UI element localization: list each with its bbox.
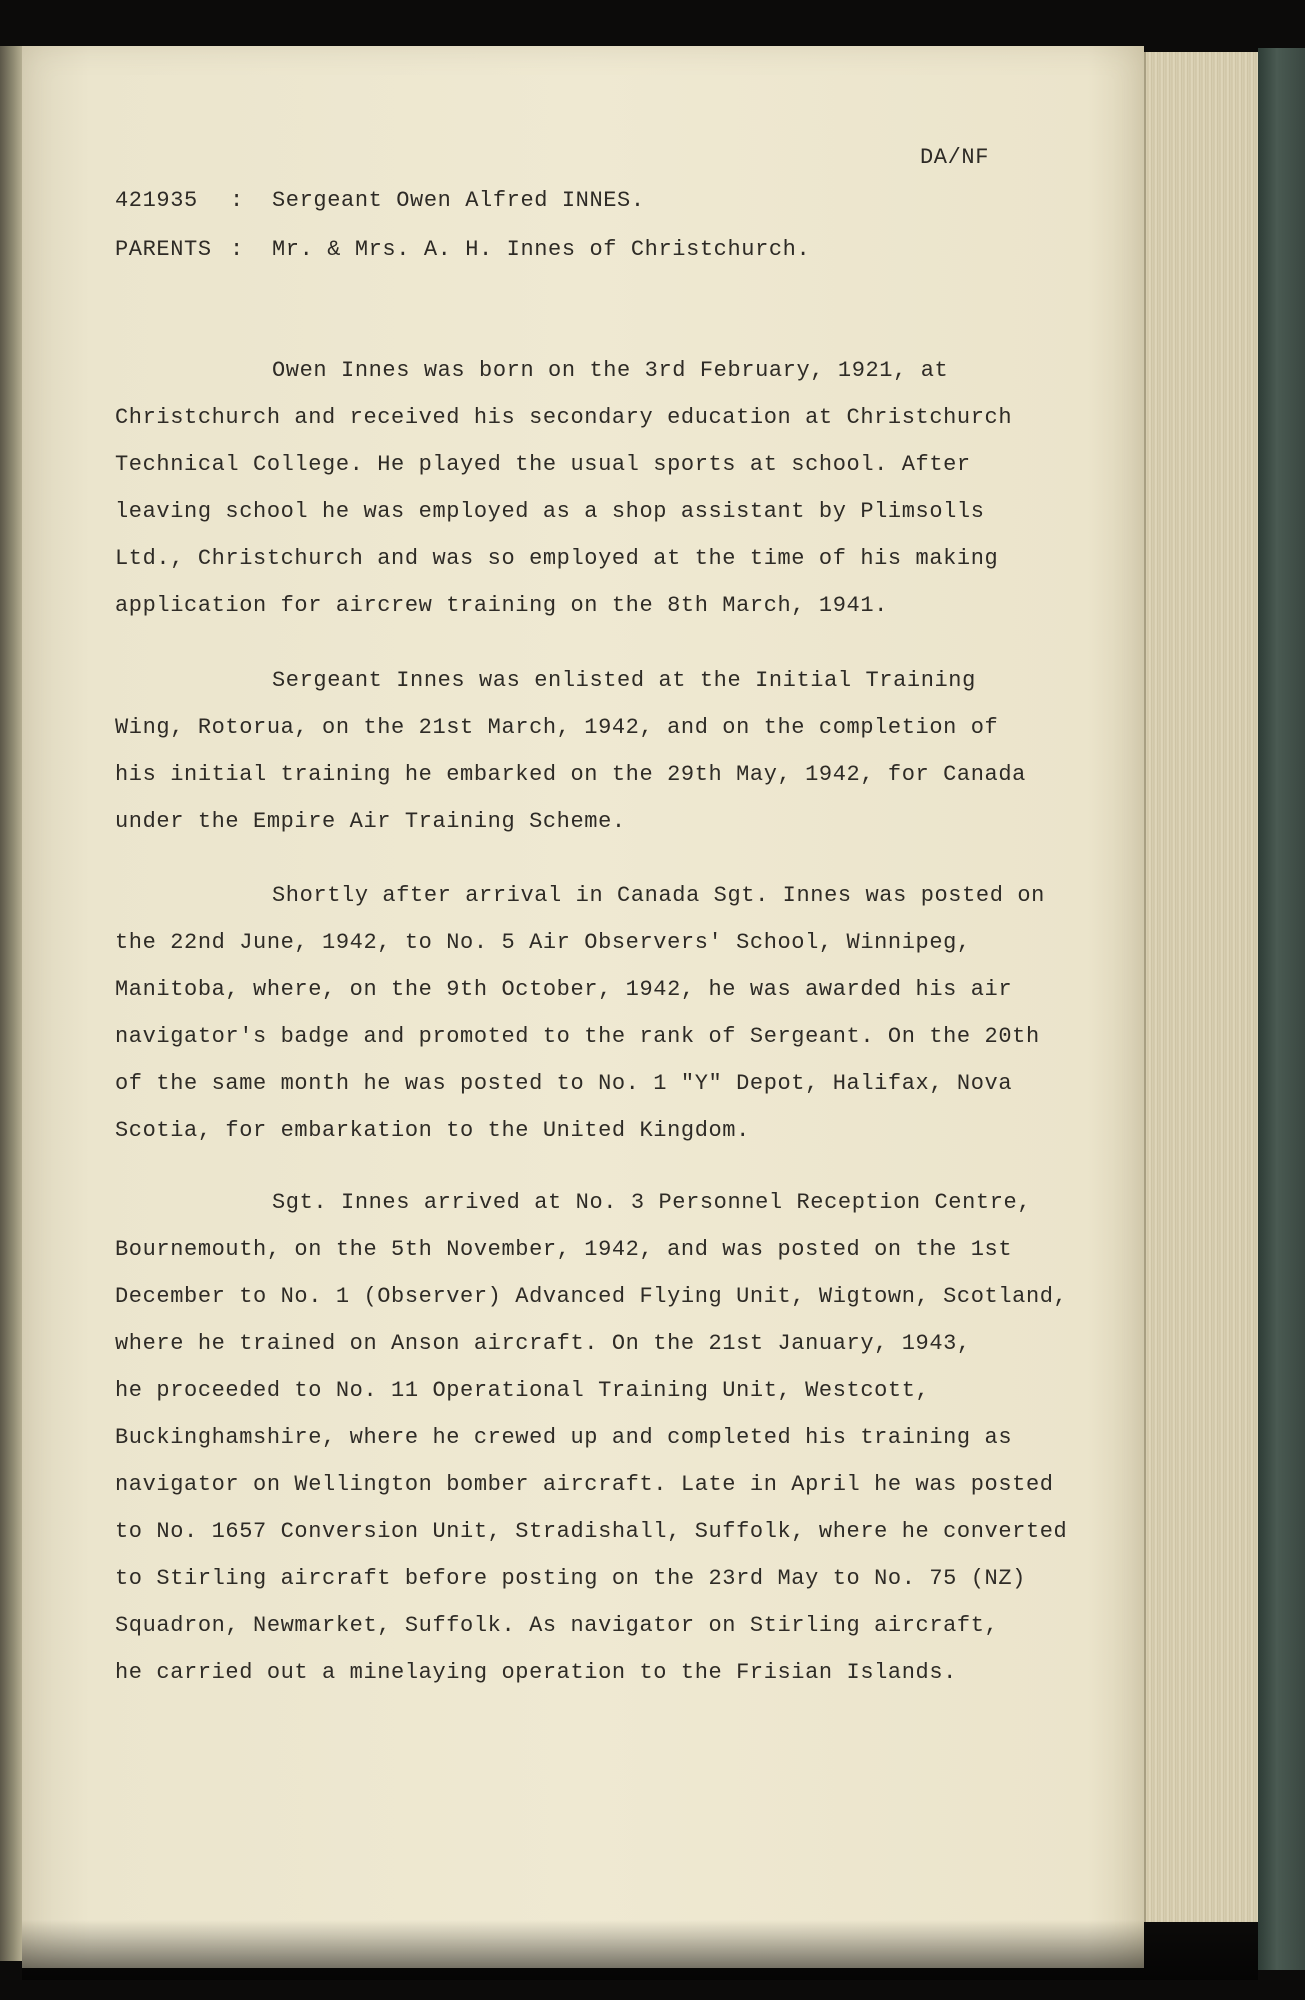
service-number: 421935 <box>115 188 198 213</box>
paragraph-3-line: Scotia, for embarkation to the United Kingdom. <box>115 1118 750 1143</box>
header-separator: : <box>230 237 244 262</box>
paragraph-4-line: navigator on Wellington bomber aircraft. Late in April he was posted <box>115 1472 1054 1497</box>
parents-value: Mr. & Mrs. A. H. Innes of Christchurch. <box>272 237 811 262</box>
paragraph-4-line: Sgt. Innes arrived at No. 3 Personnel Reception Centre, <box>272 1190 1032 1215</box>
paragraph-1-line: Ltd., Christchurch and was so employed at the time of his making <box>115 546 999 571</box>
book-left-edge <box>0 46 22 1961</box>
paragraph-3-line: Manitoba, where, on the 9th October, 1942, he was awarded his air <box>115 977 1013 1002</box>
paragraph-3-line: of the same month he was posted to No. 1 "Y" Depot, Halifax, Nova <box>115 1071 1013 1096</box>
paragraph-3-line: the 22nd June, 1942, to No. 5 Air Observers' School, Winnipeg, <box>115 930 971 955</box>
paragraph-4-line: Buckinghamshire, where he crewed up and completed his training as <box>115 1425 1013 1450</box>
paragraph-4-line: he proceeded to No. 11 Operational Training Unit, Westcott, <box>115 1378 930 1403</box>
book-spine <box>1258 48 1305 1970</box>
service-name: Sergeant Owen Alfred INNES. <box>272 188 645 213</box>
paragraph-4-line: to No. 1657 Conversion Unit, Stradishall, Suffolk, where he converted <box>115 1519 1068 1544</box>
paragraph-4-line: he carried out a minelaying operation to the Frisian Islands. <box>115 1660 957 1685</box>
header-separator: : <box>230 188 244 213</box>
paragraph-4-line: Squadron, Newmarket, Suffolk. As navigator on Stirling aircraft, <box>115 1613 999 1638</box>
paragraph-3-line: Shortly after arrival in Canada Sgt. Innes was posted on <box>272 883 1045 908</box>
paragraph-4-line: to Stirling aircraft before posting on the 23rd May to No. 75 (NZ) <box>115 1566 1026 1591</box>
paragraph-3-line: navigator's badge and promoted to the rank of Sergeant. On the 20th <box>115 1024 1040 1049</box>
page-edges <box>1144 52 1262 1922</box>
paragraph-2-line: Wing, Rotorua, on the 21st March, 1942, and on the completion of <box>115 715 999 740</box>
paragraph-2-line: under the Empire Air Training Scheme. <box>115 809 626 834</box>
file-reference: DA/NF <box>920 145 990 170</box>
paragraph-4-line: where he trained on Anson aircraft. On the 21st January, 1943, <box>115 1331 971 1356</box>
paragraph-4-line: Bournemouth, on the 5th November, 1942, and was posted on the 1st <box>115 1237 1013 1262</box>
bottom-shadow <box>22 1920 1258 1980</box>
paragraph-1-line: application for aircrew training on the 8th March, 1941. <box>115 593 888 618</box>
paragraph-1-line: leaving school he was employed as a shop assistant by Plimsolls <box>115 499 985 524</box>
paragraph-1-line: Christchurch and received his secondary education at Christchurch <box>115 405 1013 430</box>
paragraph-2-line: Sergeant Innes was enlisted at the Initial Training <box>272 668 976 693</box>
paragraph-1-line: Owen Innes was born on the 3rd February, 1921, at <box>272 358 949 383</box>
paragraph-4-line: December to No. 1 (Observer) Advanced Flying Unit, Wigtown, Scotland, <box>115 1284 1068 1309</box>
parents-label: PARENTS <box>115 237 212 262</box>
paragraph-2-line: his initial training he embarked on the 29th May, 1942, for Canada <box>115 762 1026 787</box>
paragraph-1-line: Technical College. He played the usual sports at school. After <box>115 452 971 477</box>
